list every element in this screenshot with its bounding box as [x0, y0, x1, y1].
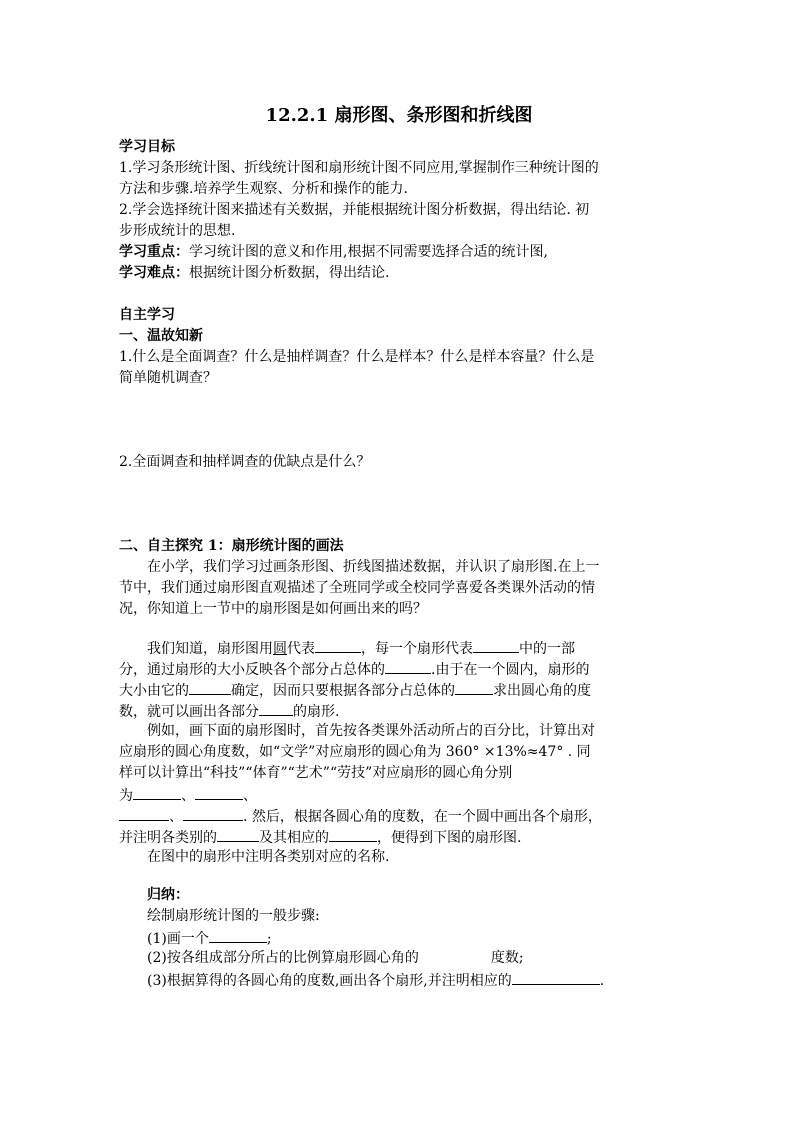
blank-angle-labor[interactable] [183, 805, 243, 821]
summary-heading: 归纳： [147, 887, 189, 903]
blank-percentage-value[interactable] [329, 826, 377, 842]
explore-p3-line-2: 应扇形的圆心角度数，如“文学”对应扇形的圆心角为 360° ×13%≈47° . 同 [119, 744, 591, 760]
goals-heading: 学习目标 [119, 139, 175, 155]
self-study-heading: 自主学习 [119, 307, 175, 323]
goal-1-line-1: 1.学习条形统计图、折线统计图和扇形统计图不同应用,掌握制作三种统计图的 [119, 160, 599, 176]
explore-p1-line-1: 在小学，我们学习过画条形图、折线图描述数据，并认识了扇形图.在上一 [147, 559, 600, 575]
blank-annotation[interactable] [512, 969, 600, 985]
explore-p2-line-3 [119, 679, 591, 702]
text-segment: 、 [169, 809, 183, 825]
summary-step-1 [147, 927, 272, 950]
key-point-label: 学习重点： [119, 244, 189, 260]
summary-step-3 [147, 969, 604, 992]
explore-p3-line-4 [119, 784, 257, 807]
review-heading: 一、温故知新 [119, 328, 203, 344]
text-segment: 求出圆心角的度 [493, 683, 591, 699]
explore-p1-line-2: 节中，我们通过扇形图直观描述了全班同学或全校同学喜爱各类课外活动的情 [119, 580, 595, 596]
text-segment: (3)根据算得的各圆心角的度数,画出各个扇形,并注明相应的 [147, 973, 512, 989]
text-segment: 分，通过扇形的大小反映各个部分占总体的 [119, 662, 385, 678]
key-point [119, 242, 548, 263]
blank-category-name[interactable] [217, 826, 259, 842]
text-segment: ，每一个扇形代表 [361, 641, 473, 657]
text-segment: 、 [243, 788, 257, 804]
blank-angle-science[interactable] [133, 784, 181, 800]
text-segment: .由于在一个圆内，扇形的 [431, 662, 590, 678]
question-2: 2.全面调查和抽样调查的优缺点是什么？ [119, 454, 371, 470]
blank-circle-represents[interactable] [315, 637, 361, 653]
goal-1-line-2: 方法和步骤.培养学生观察、分析和操作的能力. [119, 181, 408, 197]
difficult-point [119, 263, 389, 284]
blank-determined-by[interactable] [189, 679, 231, 695]
key-point-text: 学习统计图的意义和作用,根据不同需要选择合适的统计图, [189, 244, 548, 260]
question-1-line-2: 简单随机调查？ [119, 370, 217, 386]
explore-p2-line-1 [147, 637, 575, 660]
text-segment: 并注明各类别的 [119, 830, 217, 846]
goal-2-line-1: 2.学会选择统计图来描述有关数据，并能根据统计图分析数据，得出结论. 初 [119, 202, 590, 218]
text-segment: 圆 [273, 641, 287, 657]
text-segment: 大小由它的 [119, 683, 189, 699]
blank-draw-a[interactable] [209, 927, 267, 943]
text-segment: 确定，因而只要根据各部分占总体的 [231, 683, 455, 699]
blank-angle-sports[interactable] [195, 784, 243, 800]
text-segment: (1)画一个 [147, 931, 209, 947]
explore-p2-line-4 [119, 700, 339, 723]
goal-2-line-2: 步形成统计的思想. [119, 223, 236, 239]
blank-corresponding[interactable] [259, 700, 293, 716]
blank-sector-represents[interactable] [473, 637, 519, 653]
explore-p4: 在图中的扇形中注明各类别对应的名称. [147, 849, 390, 865]
text-segment: 中的一部 [519, 641, 575, 657]
explore-p3-line-5 [119, 805, 602, 828]
text-segment: 为 [119, 788, 133, 804]
difficult-point-text: 根据统计图分析数据，得出结论. [189, 265, 390, 281]
text-segment: ; [266, 931, 272, 947]
text-segment: 、 [181, 788, 195, 804]
explore-p2-line-2 [119, 658, 589, 681]
question-1-line-1: 1.什么是全面调查？什么是抽样调查？什么是样本？什么是样本容量？什么是 [119, 349, 595, 365]
text-segment: . 然后，根据各圆心角的度数，在一个圆中画出各个扇形， [243, 809, 602, 825]
explore-p1-line-3: 况，你知道上一节中的扇形图是如何画出来的吗？ [119, 601, 427, 617]
text-segment: 度数; [490, 950, 524, 966]
difficult-point-label: 学习难点： [119, 265, 189, 281]
blank-proportion[interactable] [385, 658, 431, 674]
explore-p3-line-1: 例如，画下面的扇形图时，首先按各类课外活动所占的百分比，计算出对 [147, 723, 595, 739]
explore-p3-line-6 [119, 826, 521, 849]
text-segment: 的扇形. [293, 704, 340, 720]
blank-percentage[interactable] [455, 679, 493, 695]
text-segment: ，便得到下图的扇形图. [377, 830, 522, 846]
text-segment: (2)按各组成部分所占的比例算扇形圆心角的 [147, 950, 419, 966]
text-segment: 及其相应的 [259, 830, 329, 846]
summary-step-2 [147, 948, 524, 969]
text-segment: 代表 [287, 641, 315, 657]
text-segment: 我们知道，扇形图用 [147, 641, 273, 657]
blank-angle-art[interactable] [119, 805, 169, 821]
explore-p3-line-3: 样可以计算出“科技”“体育”“艺术”“劳技”对应扇形的圆心角分别 [119, 765, 513, 781]
text-segment: . [599, 973, 605, 989]
summary-intro: 绘制扇形统计图的一般步骤: [147, 908, 320, 924]
page-title: 12.2.1 扇形图、条形图和折线图 [265, 105, 533, 126]
explore-heading: 二、自主探究 1：扇形统计图的画法 [119, 538, 344, 554]
text-segment: 数，就可以画出各部分 [119, 704, 259, 720]
